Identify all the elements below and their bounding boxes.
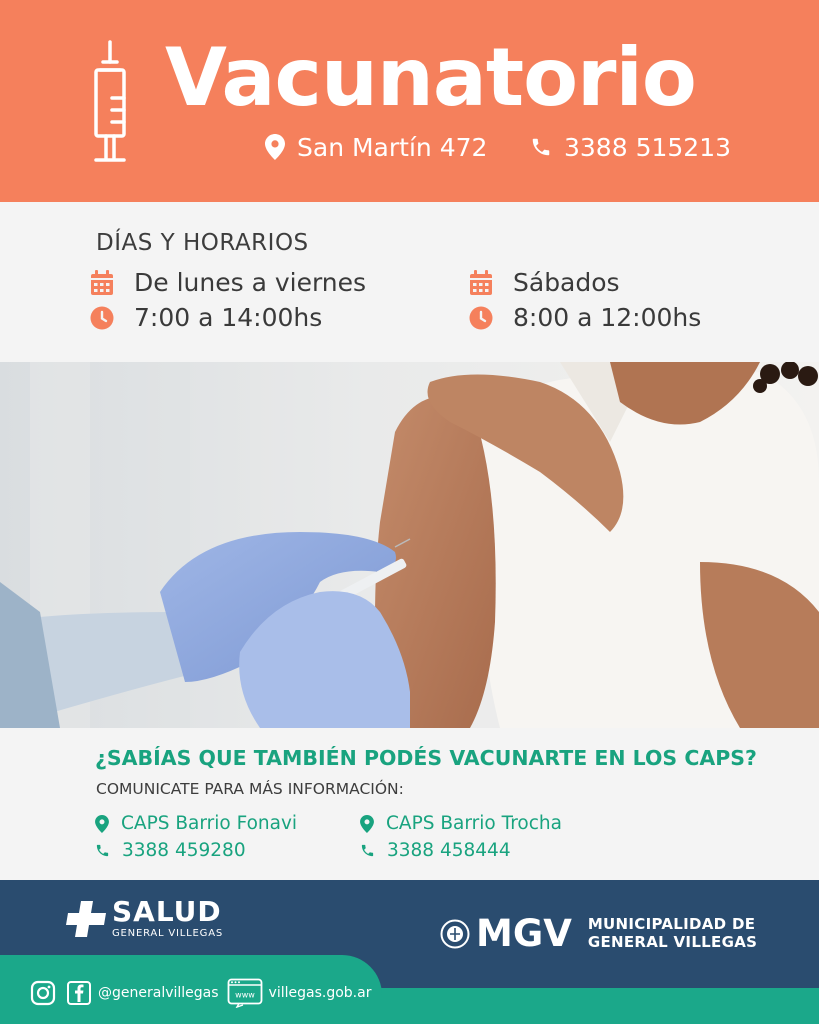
facebook-icon[interactable] <box>66 980 92 1006</box>
caps-trocha-name: CAPS Barrio Trocha <box>386 813 562 834</box>
caps-center-name <box>360 813 562 834</box>
phone-icon <box>95 843 110 858</box>
clock-icon <box>90 306 114 330</box>
saturday-time <box>469 303 701 332</box>
location-pin-icon <box>360 815 374 833</box>
municipality-line1: MUNICIPALIDAD DE <box>587 915 756 934</box>
phone-icon <box>530 136 552 158</box>
municipality-line2: GENERAL VILLEGAS <box>587 932 758 951</box>
schedule-section <box>0 202 819 362</box>
weekdays-days <box>90 268 366 297</box>
social-links <box>30 978 371 1008</box>
website[interactable]: villegas.gob.ar <box>268 985 372 1001</box>
web-icon[interactable] <box>227 978 263 1008</box>
caps-fonavi-phone: 3388 459280 <box>122 840 246 861</box>
saturday-hours: 8:00 a 12:00hs <box>513 303 702 332</box>
vaccination-photo <box>0 362 819 728</box>
salud-subtitle: GENERAL VILLEGAS <box>112 928 223 939</box>
page-title: Vacunatorio <box>165 31 696 124</box>
saturday-label: Sábados <box>513 268 620 297</box>
syringe-icon <box>90 40 130 164</box>
cross-icon <box>64 899 108 939</box>
seal-icon <box>440 919 470 949</box>
clock-icon <box>469 306 493 330</box>
salud-title: SALUD <box>112 895 222 928</box>
location-pin-icon <box>265 134 285 160</box>
calendar-icon <box>90 270 114 296</box>
address-text: San Martín 472 <box>297 132 488 162</box>
social-handle[interactable]: @generalvillegas <box>98 985 219 1001</box>
caps-subtitle: COMUNICATE PARA MÁS INFORMACIÓN: <box>96 780 404 798</box>
caps-section <box>0 728 819 880</box>
caps-center-phone <box>95 840 246 861</box>
address <box>265 132 487 162</box>
salud-logo <box>64 895 223 939</box>
caps-trocha-phone: 3388 458444 <box>387 840 511 861</box>
calendar-icon <box>469 270 493 296</box>
phone-icon <box>360 843 375 858</box>
instagram-icon[interactable] <box>30 980 56 1006</box>
caps-center-name <box>95 813 297 834</box>
mgv-text: MGV <box>476 912 572 955</box>
schedule-heading: DÍAS Y HORARIOS <box>96 230 309 256</box>
municipality-name <box>588 916 757 951</box>
saturday-days <box>469 268 620 297</box>
weekdays-time <box>90 303 322 332</box>
caps-center-phone <box>360 840 511 861</box>
location-pin-icon <box>95 815 109 833</box>
phone <box>530 132 731 162</box>
phone-text: 3388 515213 <box>564 132 732 162</box>
weekdays-label: De lunes a viernes <box>134 268 367 297</box>
municipality-logo <box>440 912 757 955</box>
header-banner <box>0 0 819 202</box>
caps-question: ¿SABÍAS QUE TAMBIÉN PODÉS VACUNARTE EN LOS CAPS? <box>95 746 757 770</box>
caps-fonavi-name: CAPS Barrio Fonavi <box>121 813 298 834</box>
weekdays-hours: 7:00 a 14:00hs <box>134 303 323 332</box>
svg-text:www: www <box>234 990 255 1000</box>
